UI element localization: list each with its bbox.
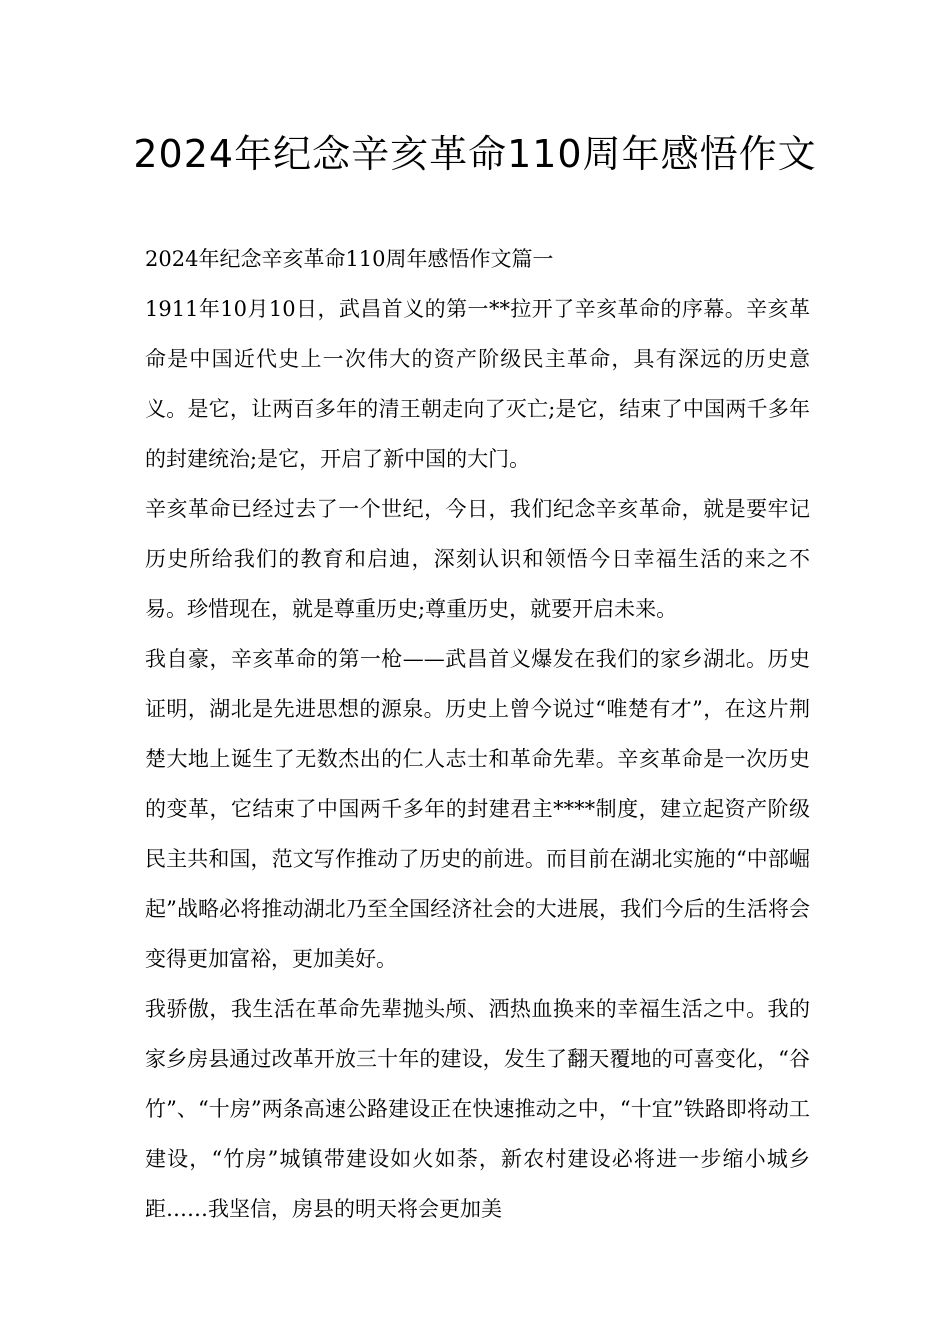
paragraph-2: 辛亥革命已经过去了一个世纪，今日，我们纪念辛亥革命，就是要牢记历史所给我们的教育和启迪，深刻认识和领悟今日幸福生活的来之不易。珍惜现在，就是尊重历史;尊重历史，就要开启未来。: [145, 497, 810, 621]
document-body: [145, 234, 810, 1234]
section-heading: 2024年纪念辛亥革命110周年感悟作文篇一: [145, 247, 554, 271]
paragraph-1: 1911年10月10日，武昌首义的第一**拉开了辛亥革命的序幕。辛亥革命是中国近代史上一次伟大的资产阶级民主革命，具有深远的历史意义。是它，让两百多年的清王朝走向了灭亡;是它，结束了中国两千多年的封建统治;是它，开启了新中国的大门。: [145, 297, 810, 471]
document-title: 2024年纪念辛亥革命110周年感悟作文: [133, 132, 817, 176]
paragraph-4: 我骄傲，我生活在革命先辈抛头颅、洒热血换来的幸福生活之中。我的家乡房县通过改革开放三十年的建设，发生了翻天覆地的可喜变化，“谷竹”、“十房”两条高速公路建设正在快速推动之中，“十宜”铁路即将动工建设，“竹房”城镇带建设如火如荼，新农村建设必将进一步缩小城乡距……我坚信，房县的明天将会更加美: [145, 997, 810, 1221]
paragraph-3: 我自豪，辛亥革命的第一枪——武昌首义爆发在我们的家乡湖北。历史证明，湖北是先进思想的源泉。历史上曾今说过“唯楚有才”，在这片荆楚大地上诞生了无数杰出的仁人志士和革命先辈。辛亥革命是一次历史的变革，它结束了中国两千多年的封建君主****制度，建立起资产阶级民主共和国，范文写作推动了历史的前进。而目前在湖北实施的“中部崛起”战略必将推动湖北乃至全国经济社会的大进展，我们今后的生活将会变得更加富裕，更加美好。: [145, 647, 810, 971]
